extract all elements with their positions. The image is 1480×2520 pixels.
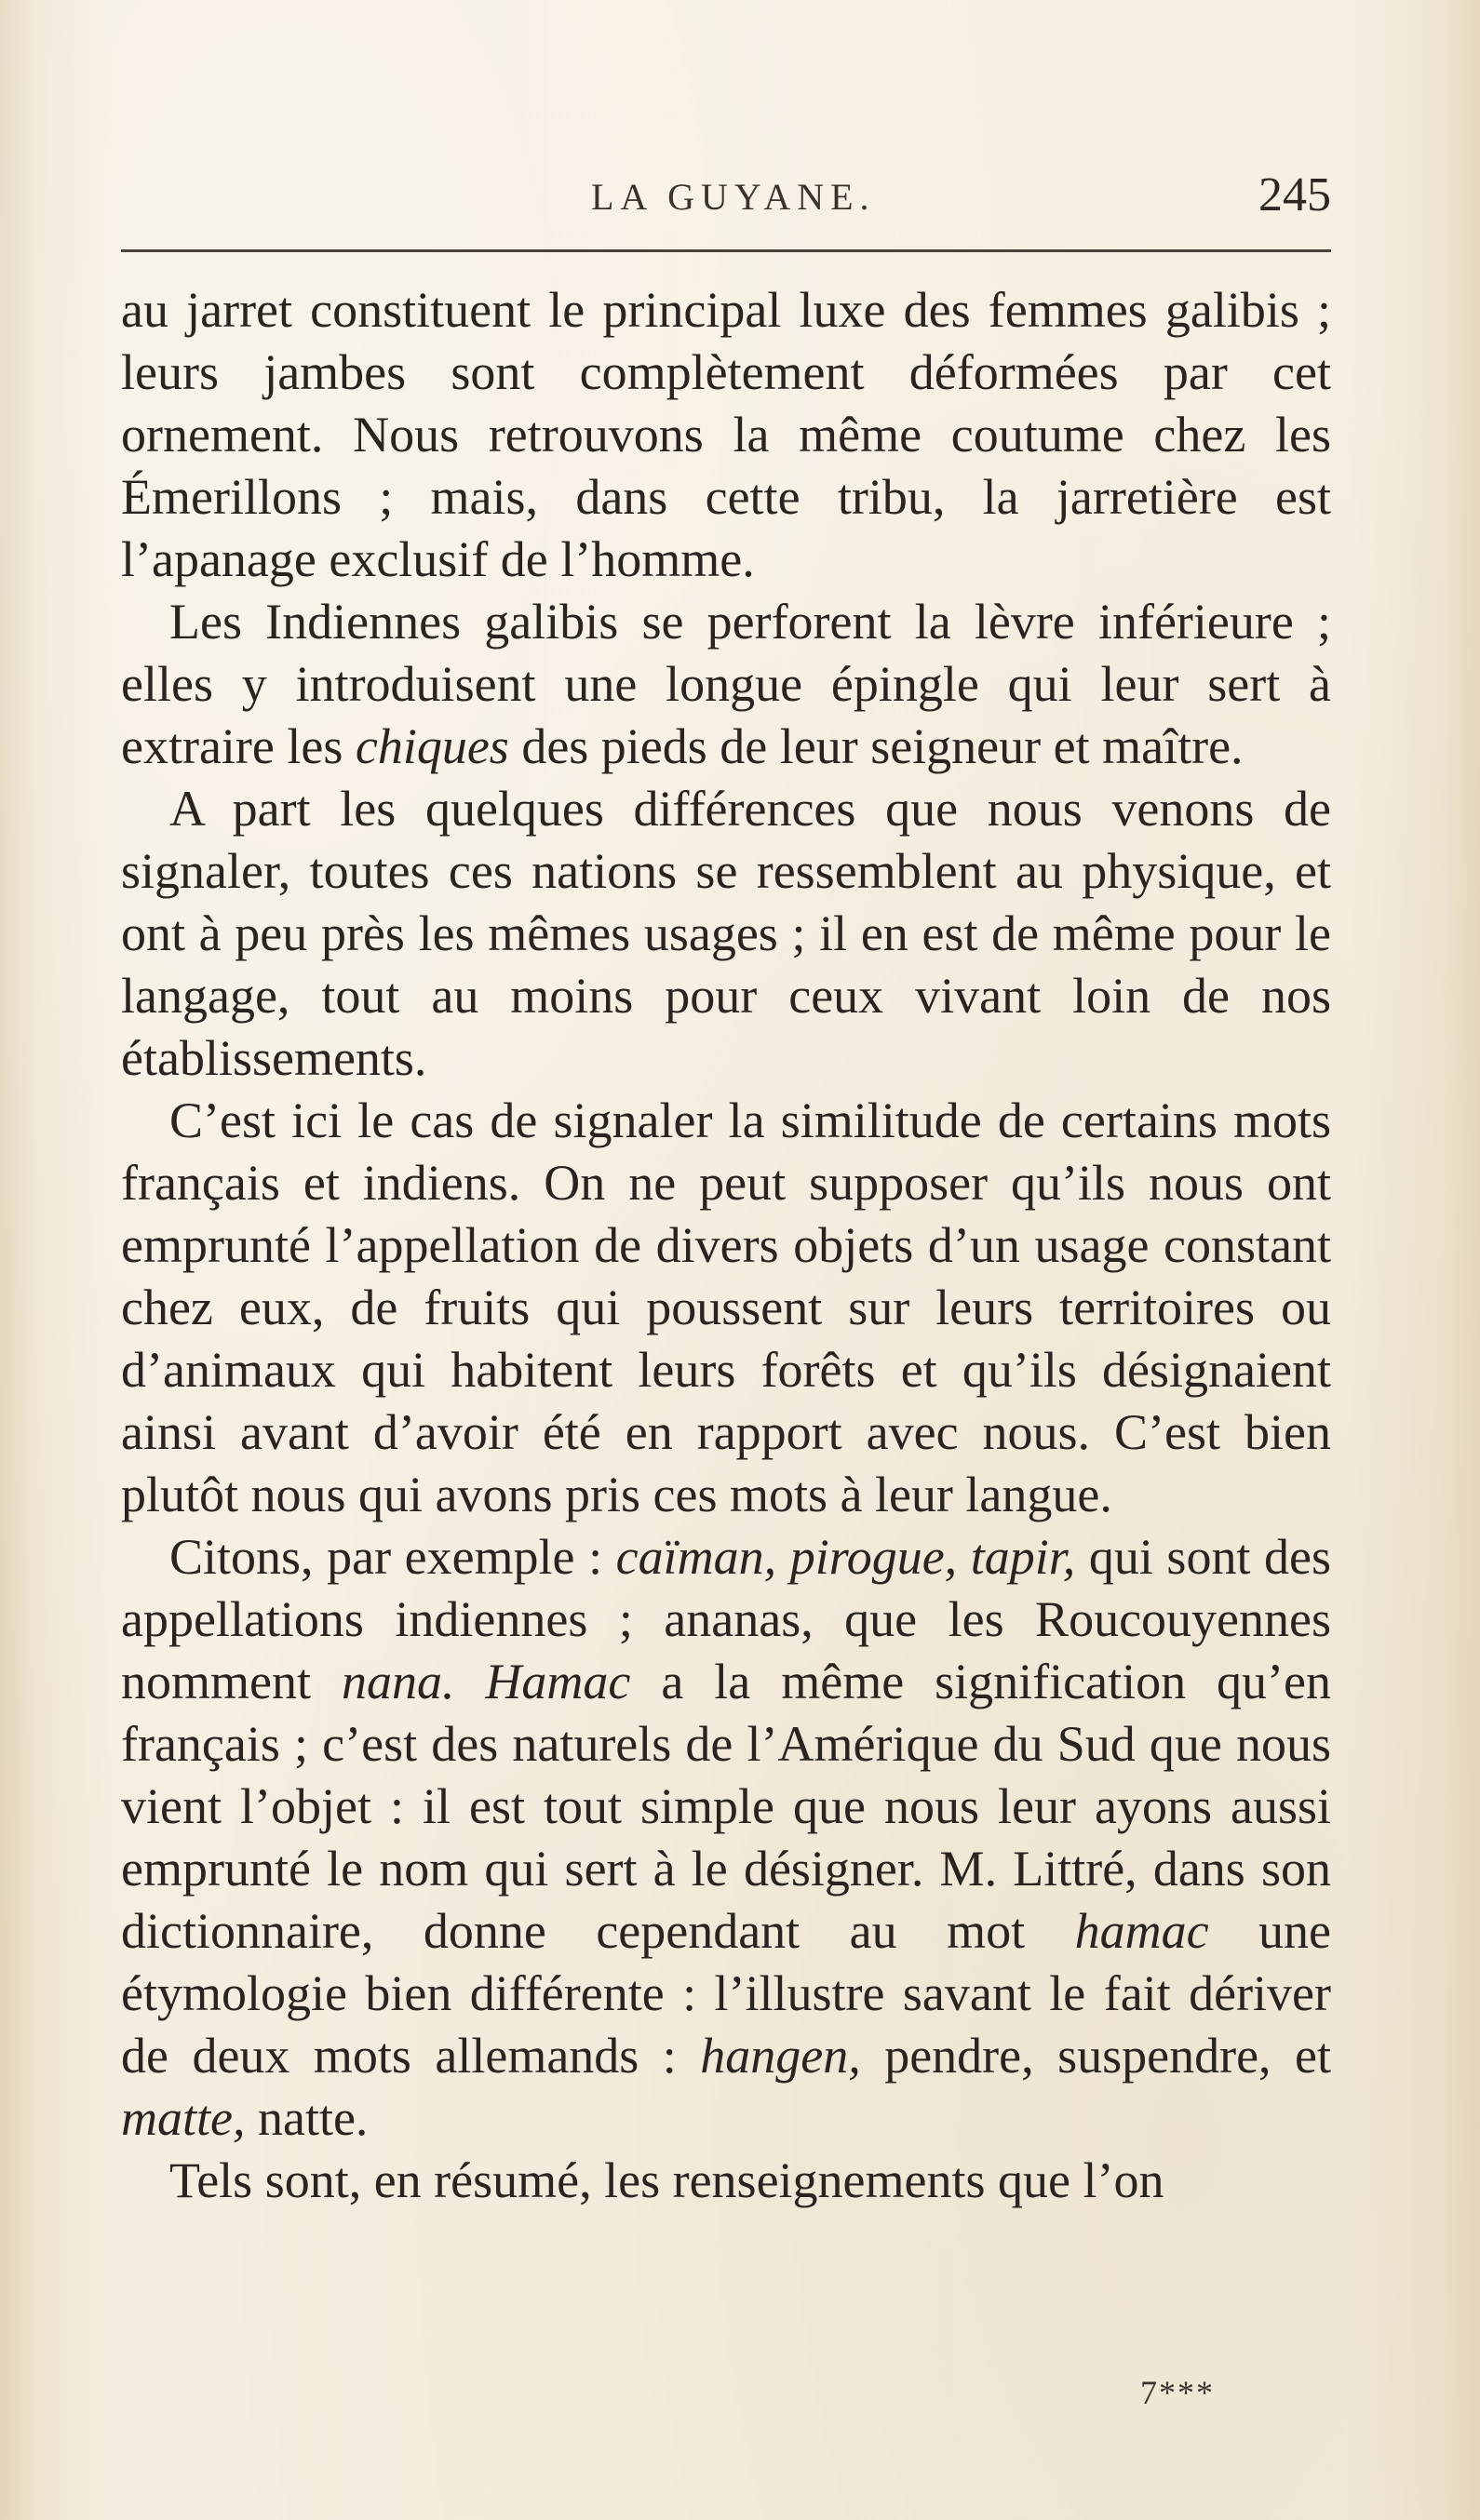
text-run: qui sont des appellations indiennes ; ananas, que les Roucouyennes nomment [121, 1529, 1331, 1709]
text-run: au jarret constituent le principal luxe des femmes galibis ; leurs jambes sont complètement déformées par cet ornement. Nous retrouvons la même coutume chez les Émerillons ; mais, dans cette tribu, la jarretière est l’apanage exclusif de l’homme. [121, 282, 1331, 587]
italic-term: matte, [121, 2090, 246, 2146]
italic-term: chiques [355, 718, 509, 774]
header-rule [121, 249, 1331, 252]
running-title: LA GUYANE. [591, 176, 876, 218]
text-run: une étymologie bien différente : l’illustre savant le fait dériver de deux mots allemands : [121, 1903, 1332, 2084]
italic-term: caïman, pirogue, tapir, [615, 1529, 1076, 1585]
page-number: 245 [1258, 168, 1331, 221]
signature-mark: 7*** [1140, 2374, 1215, 2411]
text-run: pendre, suspendre, et [860, 2028, 1331, 2084]
running-head [121, 168, 1331, 223]
italic-term: hamac [1074, 1903, 1209, 1959]
paragraph [121, 778, 1331, 1090]
body-text [121, 279, 1331, 2212]
paragraph [121, 591, 1331, 778]
text-run: C’est ici le cas de signaler la similitude de certains mots français et indiens. On ne peut supposer qu’ils nous ont emprunté l’appellation de divers objets d’un usage constant chez eux, de fruits qui poussent sur leurs territoires ou d’animaux qui habitent leurs forêts et qu’ils désignaient ainsi avant d’avoir été en rapport avec nous. C’est bien plutôt nous qui avons pris ces mots à leur langue. [121, 1092, 1331, 1522]
text-run: A part les quelques différences que nous venons de signaler, toutes ces nations se ressemblent au physique, et ont à peu près les mêmes usages ; il en est de même pour le langage, tout au moins pour ceux vivant loin de nos établissements. [121, 781, 1331, 1086]
paragraph [121, 1526, 1331, 2150]
text-run: natte. [245, 2090, 369, 2146]
italic-term: nana. Hamac [341, 1654, 631, 1709]
text-run: Tels sont, en résumé, les renseignements que l’on [169, 2152, 1164, 2208]
text-run: a la même signification qu’en français ; c’est des naturels de l’Amérique du Sud que nous vient l’objet : il est tout simple que nous leur ayons aussi emprunté le nom qui sert à le désigner. M. Littré, dans son dictionnaire, donne cependant au mot [121, 1654, 1332, 1959]
paragraph [121, 279, 1331, 591]
text-run: Citons, par exemple : [169, 1529, 616, 1585]
italic-term: hangen, [700, 2028, 861, 2084]
paragraph [121, 1090, 1331, 1526]
text-run: des pieds de leur seigneur et maître. [508, 718, 1244, 774]
paragraph [121, 2150, 1331, 2212]
text-run: Les Indiennes galibis se perforent la lèvre inférieure ; elles y introduisent une longue épingle qui leur sert à extraire les [121, 594, 1331, 774]
